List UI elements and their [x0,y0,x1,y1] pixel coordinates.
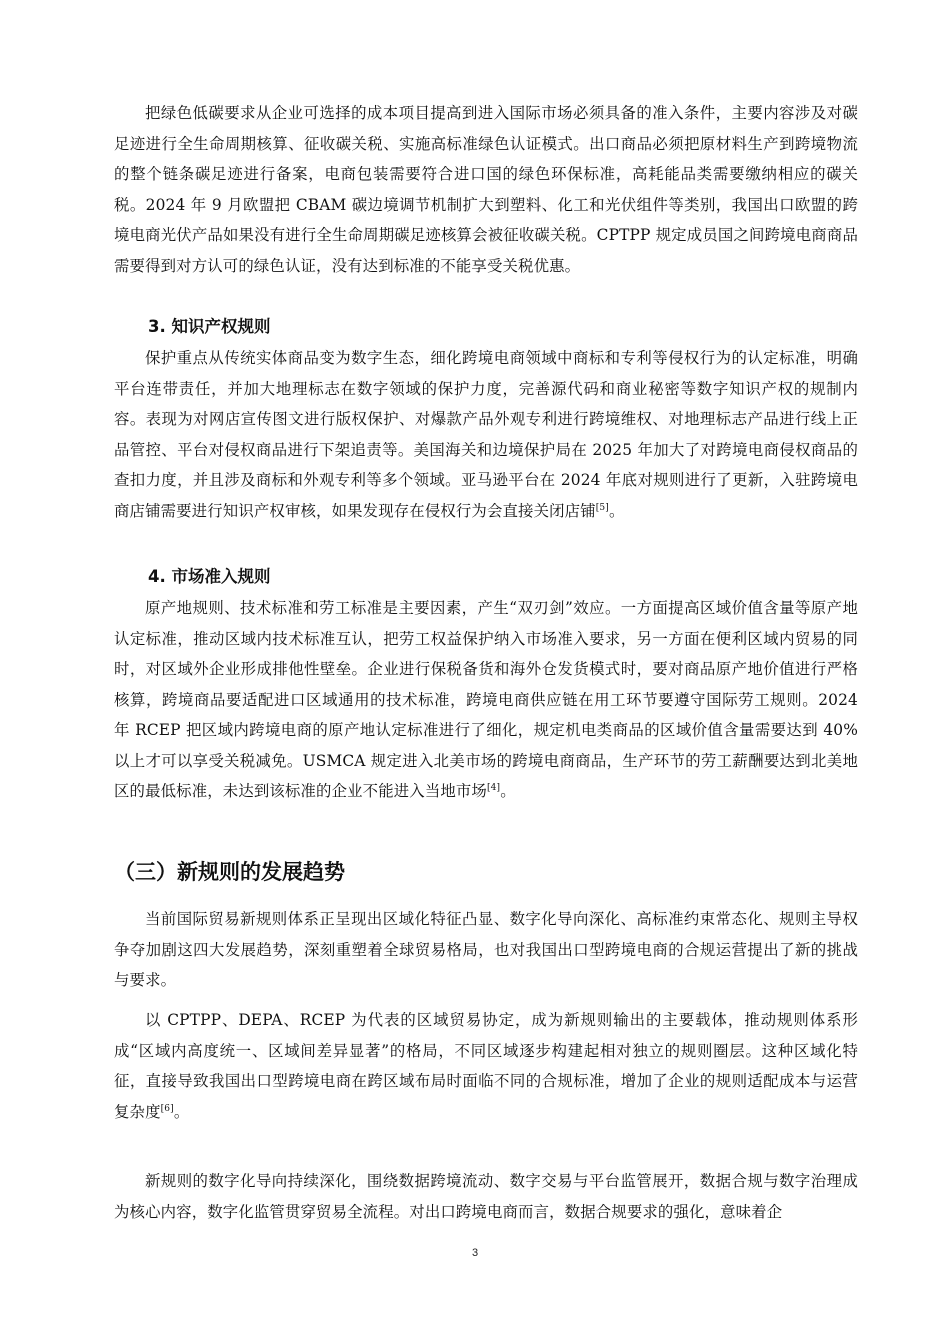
heading-market-access-rules: 4. 市场准入规则 [148,567,271,586]
paragraph-trends-intro [114,904,858,996]
paragraph-text: 新规则的数字化导向持续深化，围绕数据跨境流动、数字交易与平台监管展开，数据合规与数字治理成为核心内容，数字化监管贯穿贸易全流程。对出口跨境电商而言，数据合规要求的强化，意味着企 [114,1172,858,1221]
paragraph-market-access [114,593,858,807]
paragraph-text: 以 CPTPP、DEPA、RCEP 为代表的区域贸易协定，成为新规则输出的主要载体，推动规则体系形成“区域内高度统一、区域间差异显著”的格局，不同区域逐步构建起相对独立的规则圈层。这种区域化特征，直接导致我国出口型跨境电商在跨区域布局时面临不同的合规标准，增加了企业的规则适配成本与运营复杂度 [114,1011,858,1121]
section-title-trends: （三）新规则的发展趋势 [114,860,345,884]
citation: [5] [595,502,609,513]
heading-ip-rules: 3. 知识产权规则 [148,317,271,336]
paragraph-end: 。 [500,782,516,800]
paragraph-end: 。 [608,501,625,520]
citation: [6] [160,1103,174,1114]
paragraph-text: 当前国际贸易新规则体系正呈现出区域化特征凸显、数字化导向深化、高标准约束常态化、规则主导权争夺加剧这四大发展趋势，深刻重塑着全球贸易格局，也对我国出口型跨境电商的合规运营提出了新的挑战与要求。 [114,910,858,989]
paragraph-green-low-carbon [114,98,858,281]
page-number: 3 [471,1247,479,1259]
paragraph-ip-rules [114,343,858,526]
paragraph-text: 保护重点从传统实体商品变为数字生态，细化跨境电商领域中商标和专利等侵权行为的认定标准，明确平台连带责任，并加大地理标志在数字领域的保护力度，完善源代码和商业秘密等数字知识产权的规制内容。表现为对网店宣传图文进行版权保护、对爆款产品外观专利进行跨境维权、对地理标志产品进行线上正品管控、平台对侵权商品进行下架追责等。美国海关和边境保护局在 2025 年加大了对跨境电商侵权商品的查扣力度，并且涉及商标和外观专利等多个领域。亚马逊平台在 2024 年底对规则进行了更新，入驻跨境电商店铺需要进行知识产权审核，如果发现存在侵权行为会直接关闭店铺 [114,349,858,520]
paragraph-regionalization [114,1005,858,1127]
citation: [4] [486,782,501,793]
paragraph-digitalization [114,1166,858,1227]
paragraph-text: 原产地规则、技术标准和劳工标准是主要因素，产生“双刃剑”效应。一方面提高区域价值含量等原产地认定标准，推动区域内技术标准互认，把劳工权益保护纳入市场准入要求，另一方面在便利区域内贸易的同时，对区域外企业形成排他性壁垒。企业进行保税备货和海外仓发货模式时，要对商品原产地价值进行严格核算，跨境商品要适配进口区域通用的技术标准，跨境电商供应链在用工环节要遵守国际劳工规则。2024 年 RCEP 把区域内跨境电商的原产地认定标准进行了细化，规定机电类商品的区域价值含量需要达到 40%以上才可以享受关税减免。USMCA 规定进入北美市场的跨境电商商品，生产环节的劳工薪酬要达到北美地区的最低标准，未达到该标准的企业不能进入当地市场 [114,599,858,800]
paragraph-text: 把绿色低碳要求从企业可选择的成本项目提高到进入国际市场必须具备的准入条件，主要内容涉及对碳足迹进行全生命周期核算、征收碳关税、实施高标准绿色认证模式。出口商品必须把原材料生产到跨境物流的整个链条碳足迹进行备案，电商包装需要符合进口国的绿色环保标准，高耗能品类需要缴纳相应的碳关税。2024 年 9 月欧盟把 CBAM 碳边境调节机制扩大到塑料、化工和光伏组件等类别，我国出口欧盟的跨境电商光伏产品如果没有进行全生命周期碳足迹核算会被征收碳关税。CPTPP 规定成员国之间跨境电商商品需要得到对方认可的绿色认证，没有达到标准的不能享受关税优惠。 [114,104,858,275]
paragraph-end: 。 [173,1102,190,1121]
